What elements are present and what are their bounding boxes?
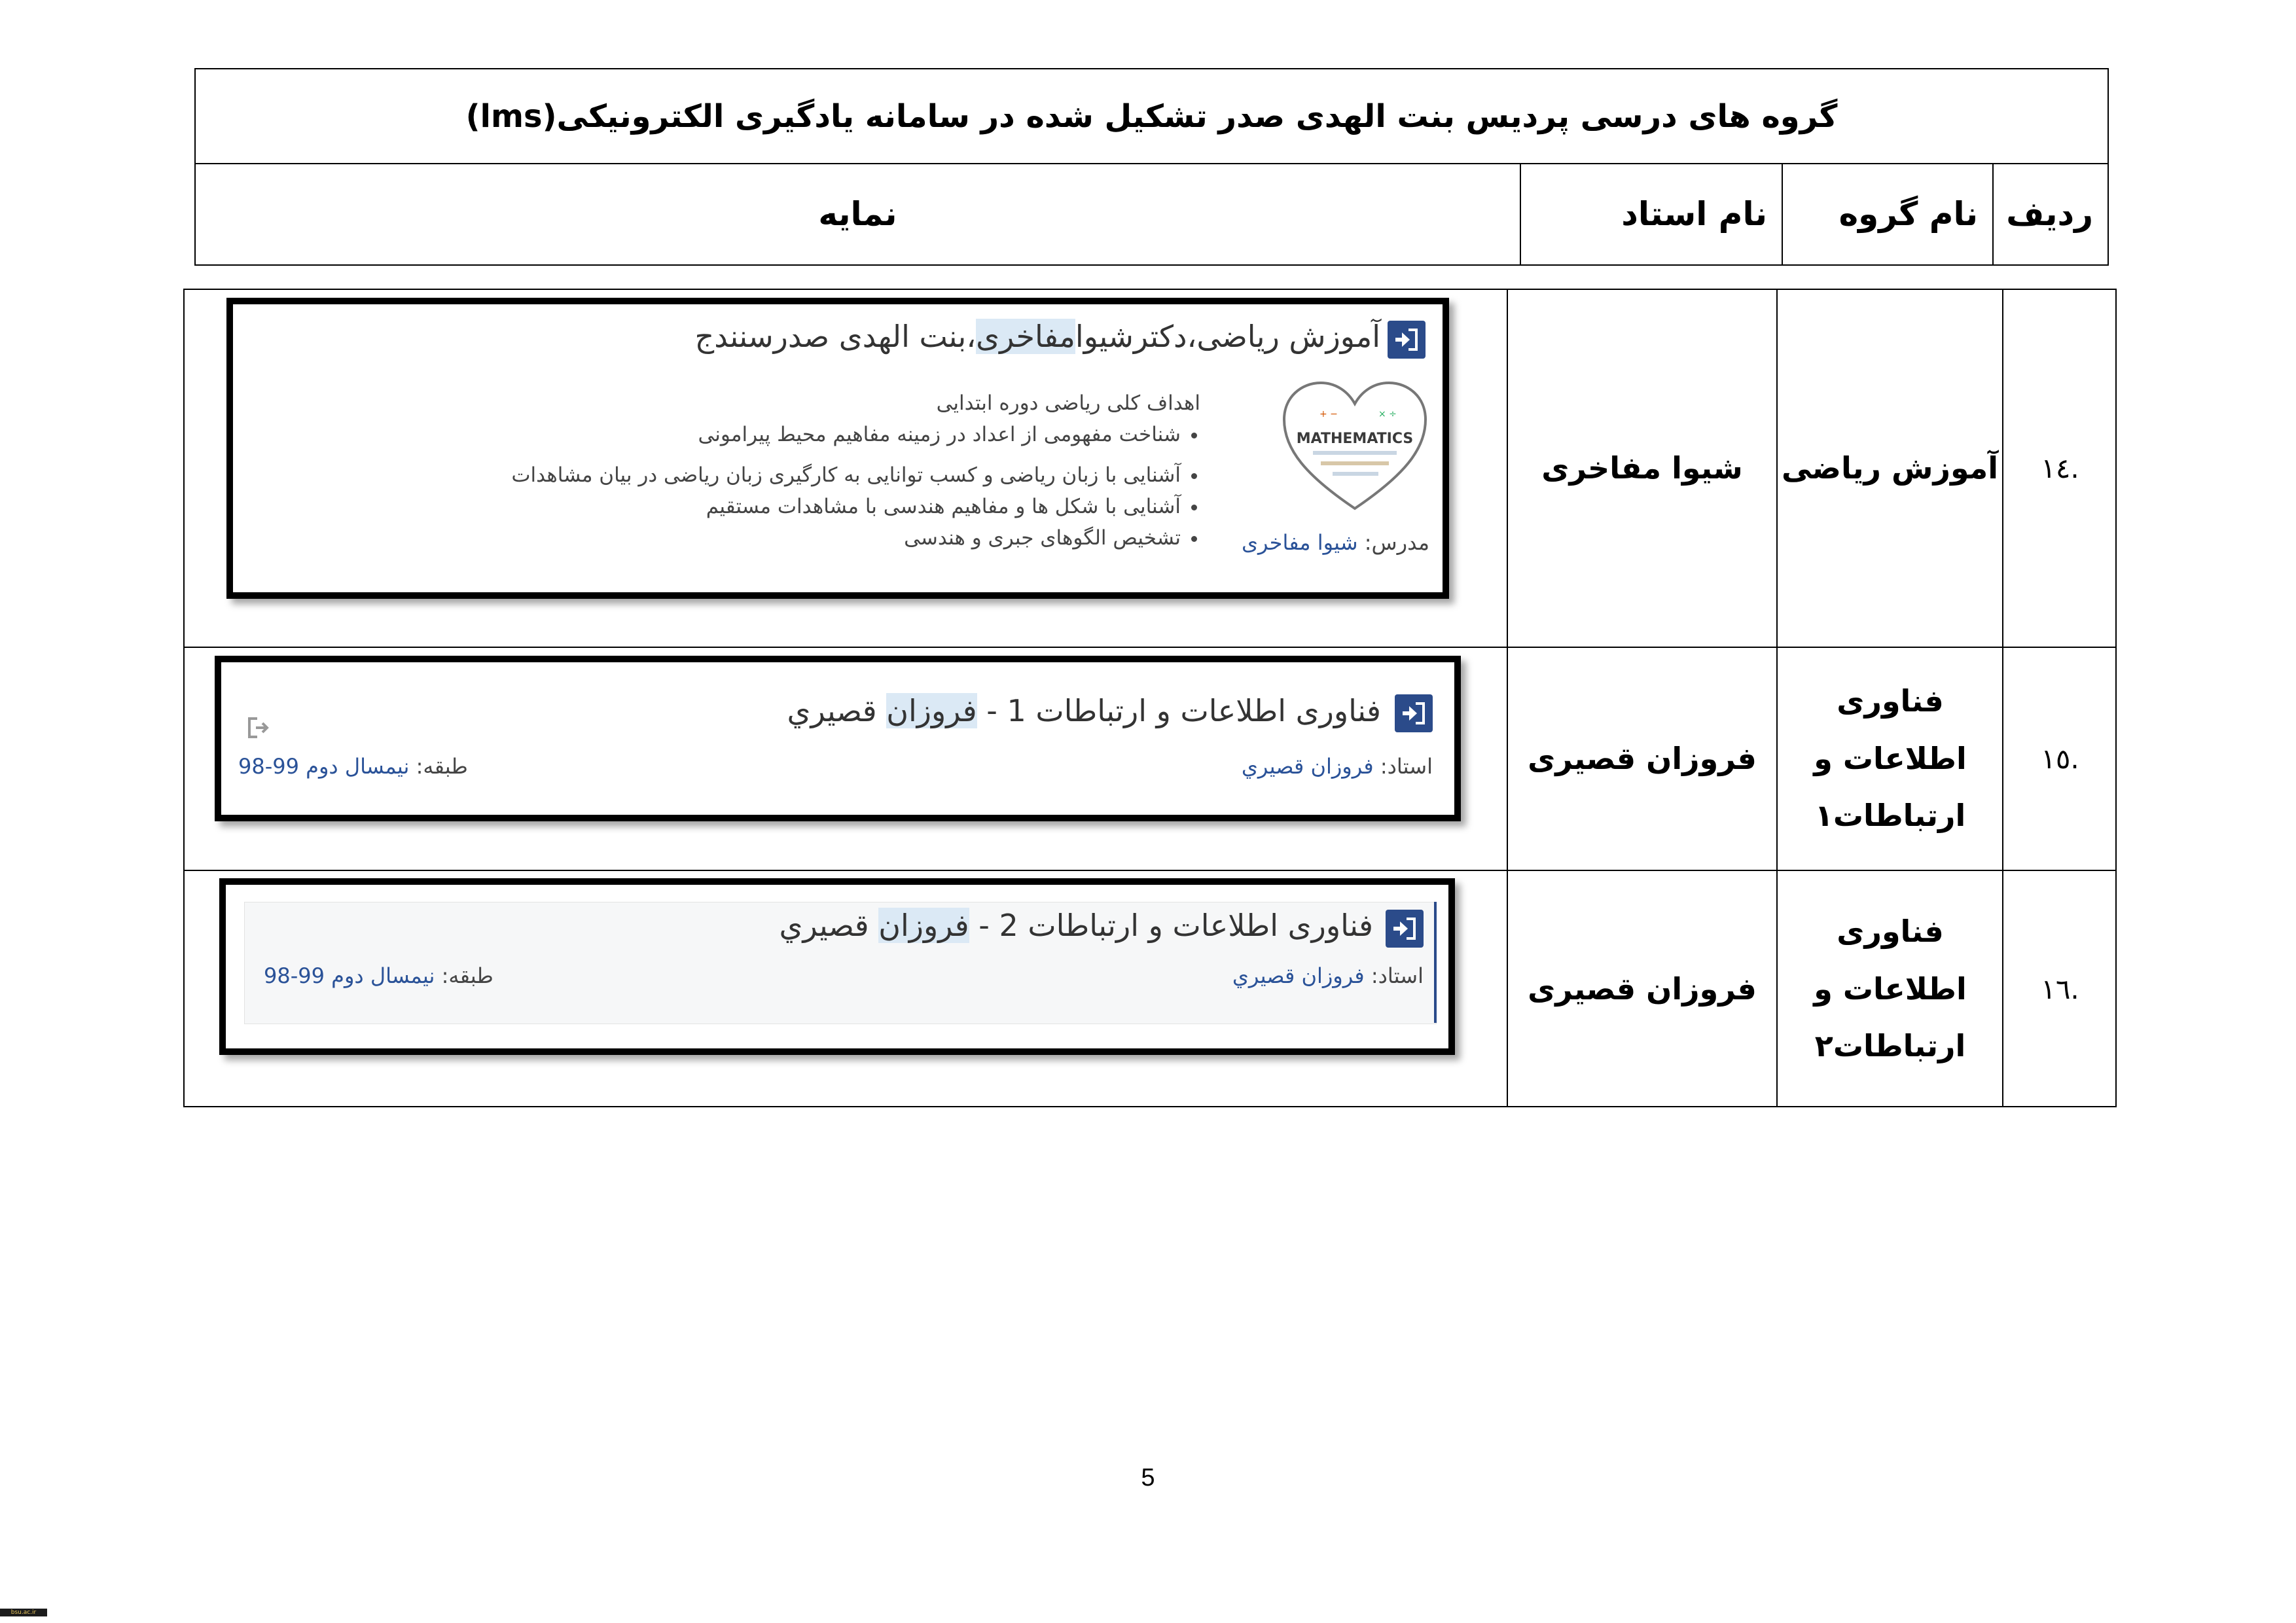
unenrol-icon[interactable] (244, 713, 273, 742)
mathematics-heart-image (1280, 378, 1429, 514)
teacher-name: فروزان قصیری (1528, 740, 1757, 776)
header-col-group: نام گروه (1782, 163, 1992, 264)
list-item: • آشنایی با شکل ها و مفاهیم هندسی با مشاهدات مستقیم (467, 491, 1181, 522)
teacher-link[interactable]: فروزان قصيري (1241, 754, 1374, 779)
course-title[interactable]: فناوری اطلاعات و ارتباطات 1 - فروزان قصيري (787, 693, 1381, 728)
goals-list (467, 419, 1200, 554)
group-name: فناوری اطلاعات و ارتباطات۱ (1814, 683, 1967, 834)
teacher-name: شیوا مفاخری (1541, 450, 1743, 486)
row-number: ۱٦. (2041, 972, 2079, 1005)
course-title[interactable]: آموزش ریاضی،دکترشیوامفاخری،بنت الهدی صدرسنندج (694, 319, 1380, 354)
course-description (467, 387, 1200, 554)
list-item: • تشخیص الگوهای جبری و هندسی (467, 522, 1181, 554)
page-number: 5 (1141, 1464, 1155, 1491)
header-col-view: نمایه (818, 194, 897, 233)
course-card-it1[interactable] (215, 656, 1461, 821)
page-title: گروه های درسی پردیس بنت الهدی صدر تشکیل شده در سامانه یادگیری الکترونیکی(lms) (196, 69, 2108, 164)
row-number: ۱٤. (2041, 452, 2079, 484)
teacher-link[interactable]: فروزان قصيري (1232, 963, 1365, 988)
course-title[interactable]: فناوری اطلاعات و ارتباطات 2 - فروزان قصيري (779, 908, 1373, 943)
category-link[interactable]: نیمسال دوم 99-98 (238, 754, 410, 779)
enter-course-icon[interactable] (1386, 910, 1424, 948)
footer-logo: bsu.ac.ir (0, 1609, 47, 1616)
teacher-line: استاد: فروزان قصيري (1241, 754, 1433, 779)
description-heading: اهداف کلی ریاضی دوره ابتدایی (936, 391, 1200, 415)
svg-text:× ÷: × ÷ (1378, 409, 1397, 419)
teacher-name: فروزان قصیری (1528, 971, 1757, 1007)
category-link[interactable]: نیمسال دوم 99-98 (264, 963, 435, 988)
svg-text:+ −: + − (1319, 409, 1338, 419)
header-col-teacher: نام استاد (1520, 163, 1782, 264)
list-item: • شناخت مفهومی از اعداد در زمینه مفاهیم محیط پیرامونی (467, 419, 1181, 450)
teacher-line: استاد: فروزان قصيري (1232, 963, 1424, 988)
row-number: ۱٥. (2041, 742, 2079, 775)
category-line: طبقه: نیمسال دوم 99-98 (264, 963, 493, 988)
teacher-link[interactable]: شیوا مفاخری (1241, 530, 1358, 555)
group-name: فناوری اطلاعات و ارتباطات۲ (1814, 914, 1967, 1064)
course-card-math[interactable] (226, 298, 1449, 599)
enter-course-icon[interactable] (1395, 694, 1433, 732)
teacher-line: مدرس: شیوا مفاخری (1241, 530, 1429, 555)
svg-text:MATHEMATICS: MATHEMATICS (1296, 431, 1414, 447)
course-card-it2[interactable] (219, 878, 1455, 1055)
list-item: • آشنایی با زبان ریاضی و کسب توانایی به کارگیری زبان ریاضی در بیان مشاهدات (467, 459, 1181, 491)
header-table (194, 68, 2109, 266)
header-col-row: ردیف (1992, 163, 2108, 264)
group-name: آموزش ریاضی (1781, 450, 1999, 486)
category-line: طبقه: نیمسال دوم 99-98 (238, 754, 468, 779)
enter-course-icon[interactable] (1388, 321, 1426, 359)
